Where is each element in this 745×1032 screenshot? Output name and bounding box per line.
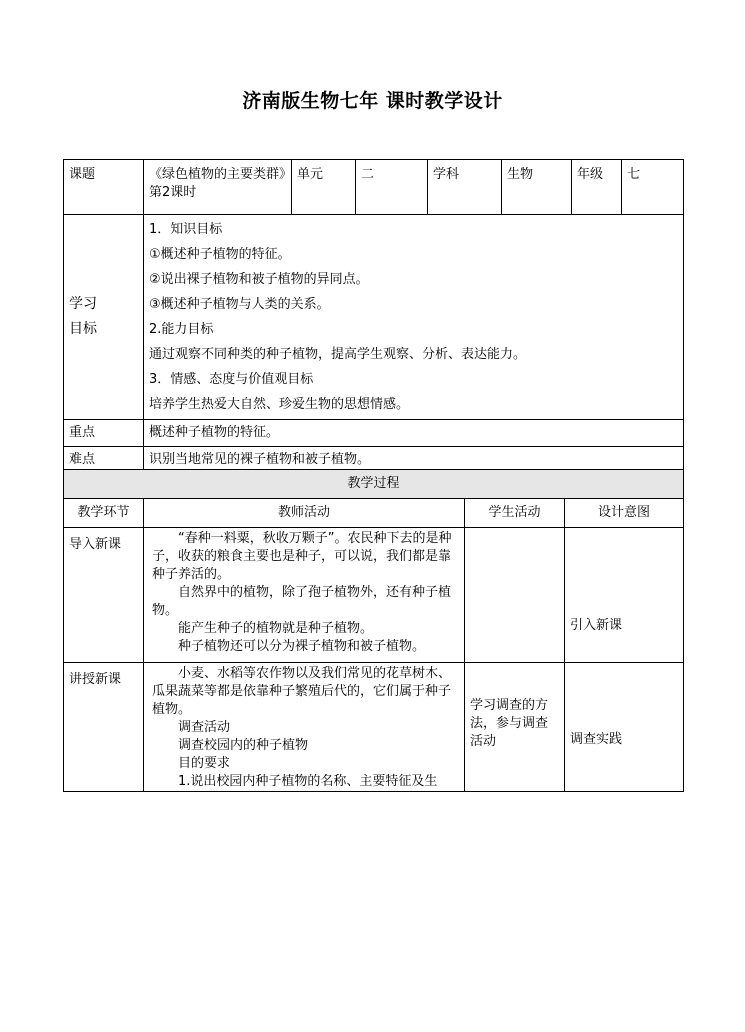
process-title-row: [64, 470, 684, 499]
column-header: 学生活动: [465, 499, 565, 528]
teacher-activity-cell: [144, 528, 465, 663]
teacher-paragraph: 调查活动: [178, 720, 231, 735]
student-activity-cell: [465, 528, 565, 663]
stage-cell: 讲授新课: [64, 663, 144, 792]
process-table: [63, 469, 684, 792]
goal-line: 培养学生热爱大自然、珍爱生物的思想情感。: [149, 397, 410, 412]
key-point-label: 重点: [64, 420, 144, 447]
teacher-paragraph: 调查校园内的种子植物: [178, 738, 309, 753]
subject-value: 生物: [502, 160, 572, 215]
header-row: [64, 160, 684, 215]
column-header: 设计意图: [565, 499, 684, 528]
process-row-intro: [64, 528, 684, 663]
teacher-paragraph: 种子植物还可以分为裸子植物和被子植物。: [178, 639, 426, 654]
teacher-paragraph: 1.说出校园内种子植物的名称、主要特征及生: [178, 774, 438, 789]
goal-line: 通过观察不同种类的种子植物，提高学生观察、分析、表达能力。: [149, 347, 527, 362]
topic-value: 《绿色植物的主要类群》第2课时: [144, 160, 292, 215]
goals-row: [64, 215, 684, 420]
process-columns-row: [64, 499, 684, 528]
goal-line: ①概述种子植物的特征。: [149, 247, 291, 262]
goals-label-text: 学习目标: [69, 296, 97, 337]
column-header: 教师活动: [144, 499, 465, 528]
topic-label: 课题: [64, 160, 144, 215]
teacher-paragraph: 目的要求: [178, 756, 231, 771]
page-title: 济南版生物七年 课时教学设计: [242, 90, 503, 112]
teacher-paragraph: 自然界中的植物，除了孢子植物外，还有种子植物。: [152, 585, 452, 618]
student-activity-cell: 学习调查的方法，参与调查活动: [465, 663, 565, 792]
process-title: 教学过程: [64, 470, 684, 499]
key-point-value: 概述种子植物的特征。: [144, 420, 684, 447]
unit-value: 二: [356, 160, 428, 215]
grade-value: 七: [622, 160, 684, 215]
subject-label: 学科: [428, 160, 502, 215]
goal-line: 3．情感、态度与价值观目标: [149, 372, 314, 387]
goals-content: [144, 215, 684, 420]
teacher-paragraph: “春种一料粟，秋收万颗子”。农民种下去的是种子，收获的粮食主要也是种子，可以说，我们都是靠种子养活的。: [152, 531, 452, 582]
goals-label: [64, 215, 144, 420]
goal-line: 2.能力目标: [149, 322, 214, 337]
teacher-activity-cell: [144, 663, 465, 792]
goal-line: ②说出裸子植物和被子植物的异同点。: [149, 272, 369, 287]
difficulty-label: 难点: [64, 447, 144, 474]
goal-line: 1．知识目标: [149, 222, 223, 237]
design-intent-cell: 调查实践: [565, 663, 684, 792]
key-point-row: [64, 420, 684, 447]
stage-cell: 导入新课: [64, 528, 144, 663]
unit-label: 单元: [292, 160, 356, 215]
difficulty-value: 识别当地常见的裸子植物和被子植物。: [144, 447, 684, 474]
grade-label: 年级: [572, 160, 622, 215]
lesson-plan-table: [63, 159, 684, 474]
teacher-paragraph: 能产生种子的植物就是种子植物。: [178, 621, 374, 636]
design-intent-cell: 引入新课: [565, 528, 684, 663]
goal-line: ③概述种子植物与人类的关系。: [149, 297, 330, 312]
teacher-paragraph: 小麦、水稻等农作物以及我们常见的花草树木、瓜果蔬菜等都是依靠种子繁殖后代的，它们属于种子植物。: [152, 666, 452, 717]
process-row-teach: [64, 663, 684, 792]
column-header: 教学环节: [64, 499, 144, 528]
